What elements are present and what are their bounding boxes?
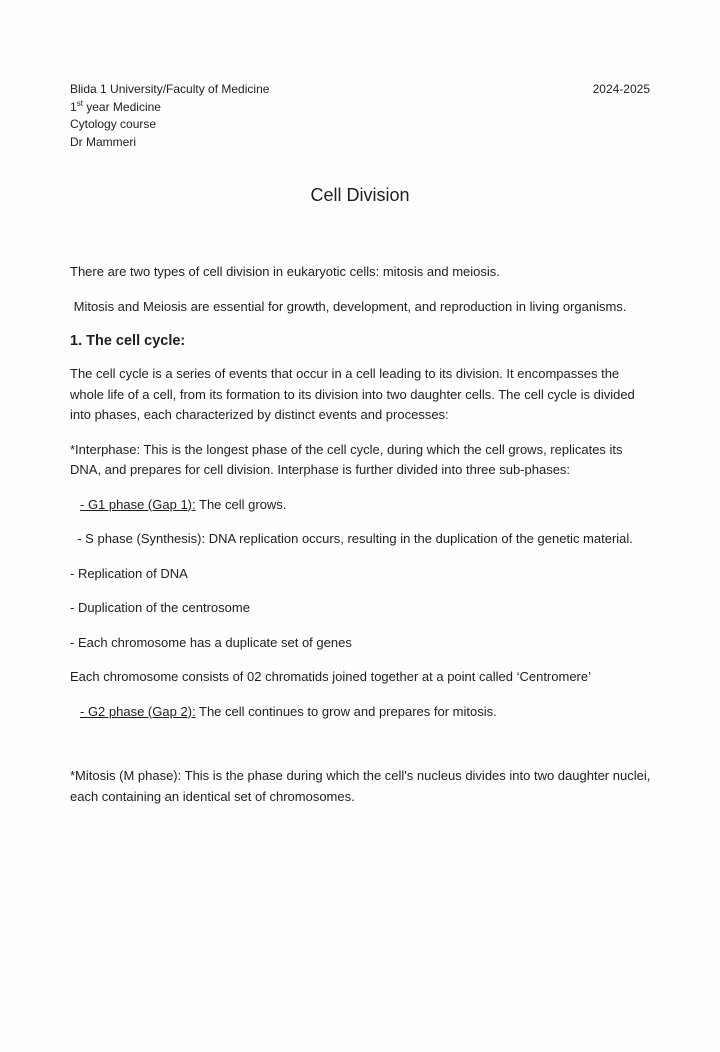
g1-phase-text: The cell grows. xyxy=(195,496,287,512)
academic-year-text: 2024-2025 xyxy=(592,82,650,96)
document-header xyxy=(70,81,650,151)
intro-paragraph-1: There are two types of cell division in eukaryotic cells: mitosis and meiosis. xyxy=(70,264,500,279)
year-rest: year Medicine xyxy=(82,99,161,114)
author-text: Dr Mammeri xyxy=(70,134,136,149)
interphase-paragraph: *Interphase: This is the longest phase of the cell cycle, during which the cell grows, replicates its DNA, and prepares for cell division. Interphase is further divided into three sub-phases: xyxy=(70,441,623,477)
course-text: Cytology course xyxy=(70,117,157,131)
document-body xyxy=(70,262,654,821)
chromatids-paragraph: Each chromosome consists of 02 chromatids joined together at a point called ‘Centromere’ xyxy=(70,669,591,684)
g1-phase-label: - G1 phase (Gap 1): xyxy=(80,496,196,512)
institution-text: Blida 1 University/Faculty of Medicine xyxy=(70,82,270,96)
s-phase-item: - S phase (Synthesis): DNA replication occurs, resulting in the duplication of the genetic material. xyxy=(70,531,633,546)
list-item: - Each chromosome has a duplicate set of genes xyxy=(70,634,352,650)
list-item: - Duplication of the centrosome xyxy=(70,600,250,615)
section-heading: 1. The cell cycle: xyxy=(70,333,186,349)
year-number: 1 xyxy=(70,99,77,114)
study-year-text xyxy=(70,99,650,117)
g2-phase-text: The cell continues to grow and prepares for mitosis. xyxy=(195,703,497,719)
list-item: - Replication of DNA xyxy=(70,565,188,581)
page-title: Cell Division xyxy=(310,185,410,205)
g2-phase-item xyxy=(70,702,654,723)
intro-paragraph-2: Mitosis and Meiosis are essential for growth, development, and reproduction in living organisms. xyxy=(70,298,627,314)
year-suffix: st xyxy=(76,98,83,108)
g2-phase-label: - G2 phase (Gap 2): xyxy=(80,703,196,719)
g1-phase-item xyxy=(70,495,654,516)
mitosis-paragraph: *Mitosis (M phase): This is the phase during which the cell's nucleus divides into two daughter nuclei, each containing an identical set of chromosomes. xyxy=(70,768,651,804)
cell-cycle-paragraph: The cell cycle is a series of events that occur in a cell leading to its division. It encompasses the whole life of a cell, from its formation to its division into two daughter cells. The cell cycle is divided into phases, each characterized by distinct events and processes: xyxy=(70,366,635,422)
